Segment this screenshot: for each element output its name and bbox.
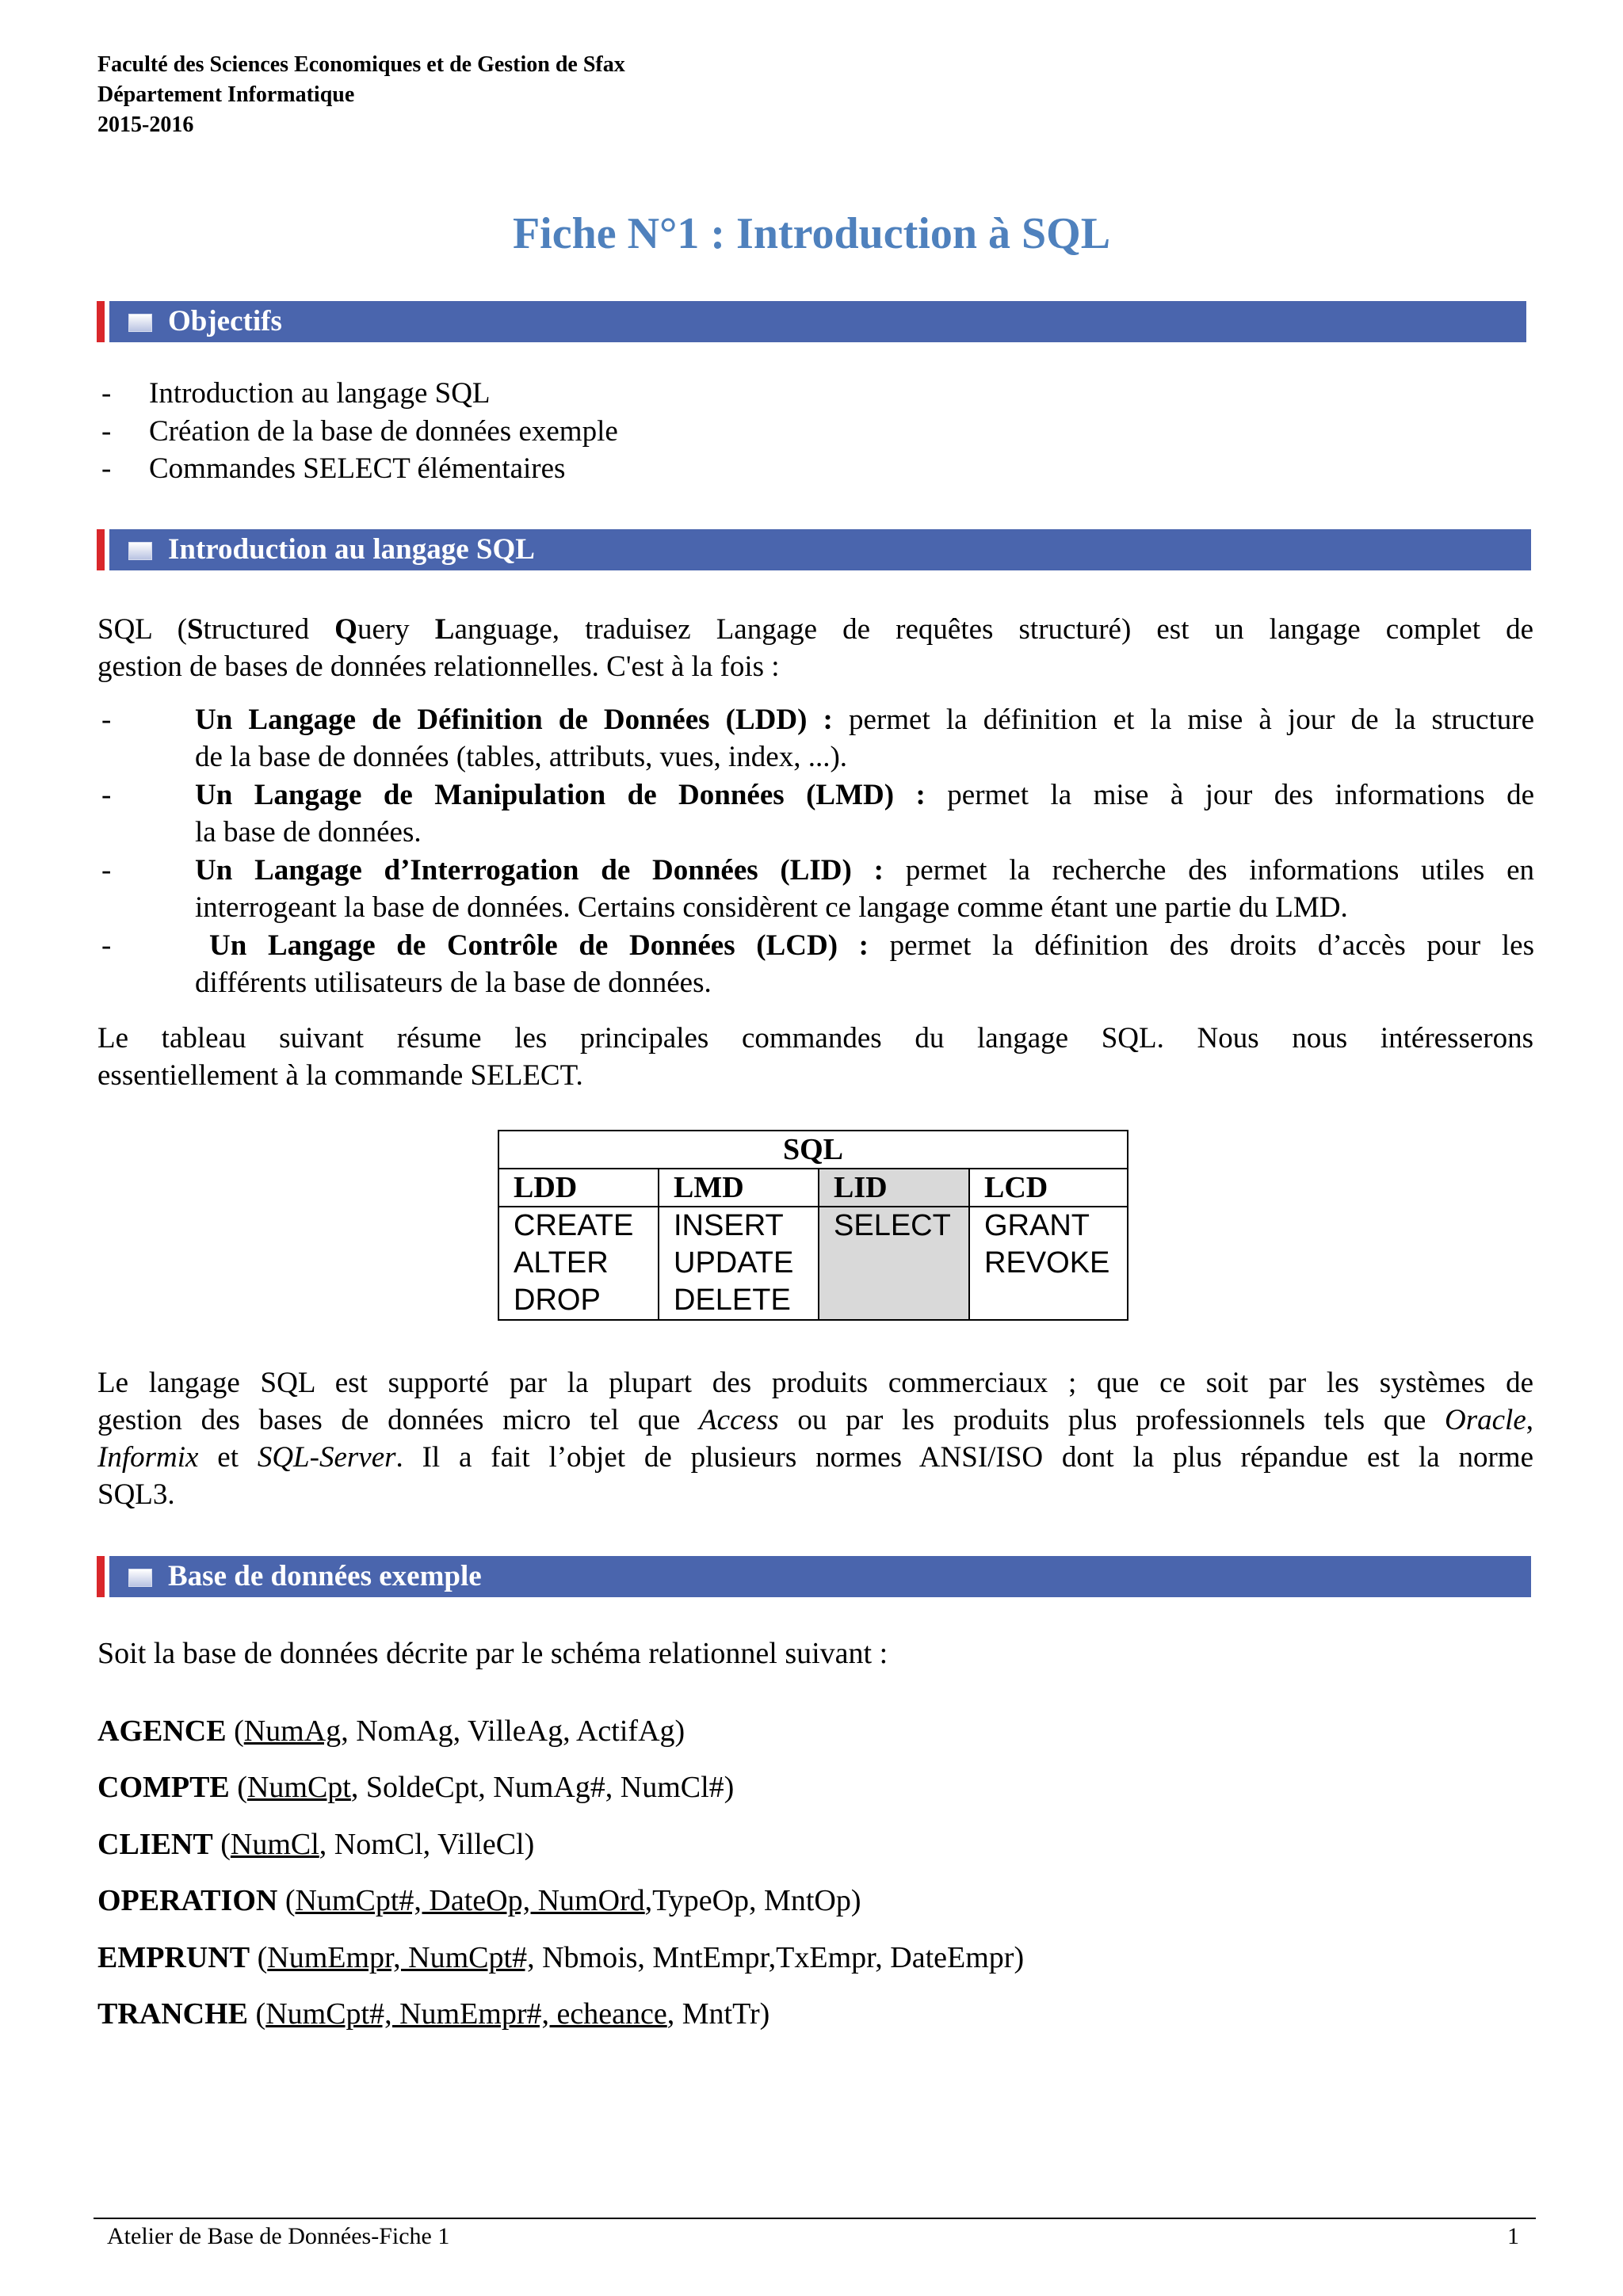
text: ou par les produits plus professionnels tels que: [778, 1404, 1445, 1436]
paragraph-line: Le langage SQL est supporté par la plupart des produits commerciaux ; que ce soit par les systèmes de: [97, 1367, 1533, 1399]
table-title: SQL: [498, 1131, 1128, 1169]
objective-item: Création de la base de données exemple: [149, 415, 618, 448]
acronym-letter: Q: [334, 613, 357, 646]
command: SELECT: [834, 1209, 951, 1242]
footer-rule: [94, 2218, 1536, 2219]
paragraph-line: [97, 1402, 1533, 1439]
header-ldd: LDD: [498, 1169, 659, 1207]
header-lcd: LCD: [969, 1169, 1128, 1207]
primary-key: NumCl: [230, 1828, 319, 1861]
paragraph-line: essentiellement à la commande SELECT.: [97, 1059, 583, 1092]
primary-key: NumCpt#, NumEmpr#, echeance: [265, 1997, 667, 2031]
bullet-line: [195, 701, 1534, 738]
primary-key: NumCpt: [246, 1771, 351, 1804]
bullet-line: de la base de données (tables, attributs, vues, index, ...).: [195, 741, 848, 773]
bullet-lcd-cont: [195, 964, 1534, 1001]
bullet-line: la base de données.: [195, 816, 422, 849]
command: UPDATE: [674, 1246, 794, 1280]
attributes: Nbmois, MntEmpr,TxEmpr, DateEmpr): [534, 1941, 1025, 1974]
square-bullet-icon: [128, 1569, 152, 1587]
product-name: SQL-Server: [257, 1441, 396, 1474]
text: gestion des bases de données micro tel que: [97, 1404, 699, 1436]
relation-tranche: [97, 1995, 769, 2033]
dash-bullet: -: [101, 929, 112, 962]
sql-commands-table: [498, 1130, 1128, 1321]
dash-bullet: -: [101, 779, 112, 811]
faculty-name: Faculté des Sciences Economiques et de Gestion de Sfax: [97, 52, 625, 77]
product-name: Informix: [97, 1441, 199, 1474]
header-lmd: LMD: [659, 1169, 819, 1207]
section-accent: [97, 1556, 105, 1597]
section-gap: [105, 301, 109, 342]
bullet-ldd: [195, 701, 1534, 776]
cell-lcd: [969, 1207, 1128, 1320]
intro-paragraph: [97, 611, 1533, 685]
department-name: Département Informatique: [97, 82, 355, 107]
header-lid: LID: [819, 1169, 969, 1207]
text: (: [277, 1884, 296, 1917]
relation-name: AGENCE: [97, 1714, 227, 1748]
relation-name: CLIENT: [97, 1828, 213, 1861]
dash-bullet: -: [101, 452, 112, 485]
command: REVOKE: [984, 1246, 1110, 1280]
primary-key: NumCpt#, DateOp, NumOrd: [295, 1884, 645, 1917]
paragraph-line: gestion de bases de données relationnelles. C'est à la fois :: [97, 650, 780, 683]
bullet-line: interrogeant la base de données. Certains considèrent ce langage comme étant une partie du LMD.: [195, 891, 1348, 924]
attributes: ,TypeOp, MntOp): [644, 1884, 861, 1917]
attributes: , MntTr): [666, 1997, 770, 2031]
relation-name: COMPTE: [97, 1771, 230, 1804]
text: anguage, traduisez Langage de requêtes structuré) est un langage complet de: [454, 613, 1533, 646]
command: DELETE: [674, 1283, 791, 1317]
footer-title: Atelier de Base de Données-Fiche 1: [107, 2223, 450, 2249]
relation-name: OPERATION: [97, 1884, 278, 1917]
section-accent: [97, 301, 105, 342]
section-gap: [105, 1556, 109, 1597]
cell-lmd: [659, 1207, 819, 1320]
paragraph-line: [97, 611, 1533, 648]
bullet-line: [195, 852, 1534, 889]
page-number: 1: [1507, 2223, 1519, 2249]
command: GRANT: [984, 1209, 1090, 1242]
schema-intro: Soit la base de données décrite par le schéma relationnel suivant :: [97, 1637, 888, 1670]
attributes: , NomCl, VilleCl): [319, 1828, 535, 1861]
page-title: Fiche N°1 : Introduction à SQL: [512, 209, 1111, 258]
square-bullet-icon: [128, 542, 152, 560]
paragraph-line: Le tableau suivant résume les principales commandes du langage SQL. Nous nous intéresserons: [97, 1022, 1533, 1055]
table-header-row: [498, 1169, 1128, 1207]
text: permet la définition et la mise à jour de la structure: [832, 704, 1535, 736]
relation-operation: [97, 1882, 861, 1920]
text: (: [250, 1941, 268, 1974]
text: permet la définition des droits d’accès pour les: [869, 929, 1534, 962]
square-bullet-icon: [128, 314, 152, 332]
support-paragraph: [97, 1364, 1533, 1513]
section-bar-base: [97, 1556, 1531, 1597]
text: (: [229, 1771, 247, 1804]
objective-item: Commandes SELECT élémentaires: [149, 452, 566, 485]
bold-term: Un Langage d’Interrogation de Données (LID) :: [195, 854, 884, 887]
dash-bullet: -: [101, 415, 112, 448]
text: (: [212, 1828, 231, 1861]
paragraph-line: SQL3.: [97, 1478, 175, 1511]
text: . Il a fait l’objet de plusieurs normes ANSI/ISO dont la plus répandue est la norme: [395, 1441, 1533, 1474]
command: INSERT: [674, 1209, 784, 1242]
text: permet la recherche des informations utiles en: [883, 854, 1534, 887]
primary-key: NumEmpr, NumCpt#,: [267, 1941, 535, 1974]
section-gap: [105, 529, 109, 570]
attributes: , SoldeCpt, NumAg#, NumCl#): [350, 1771, 735, 1804]
bullet-lid: [195, 852, 1534, 926]
text: (: [248, 1997, 266, 2031]
cell-lid: [819, 1207, 969, 1320]
section-accent: [97, 529, 105, 570]
relation-compte: [97, 1768, 734, 1806]
text: SQL (: [97, 613, 187, 646]
acronym-letter: S: [186, 613, 204, 646]
section-title: Base de données exemple: [168, 1560, 482, 1592]
attributes: , NomAg, VilleAg, ActifAg): [341, 1714, 685, 1748]
section-title: Introduction au langage SQL: [168, 533, 535, 566]
text: (: [226, 1714, 244, 1748]
paragraph-line: [97, 1439, 1533, 1476]
relation-name: TRANCHE: [97, 1997, 249, 2031]
text: ,: [1526, 1404, 1533, 1436]
bold-term: Un Langage de Définition de Données (LDD) :: [195, 704, 833, 736]
text: tructured: [203, 613, 335, 646]
product-name: Access: [698, 1404, 779, 1436]
bullet-lcd: [209, 927, 1534, 964]
table-intro-paragraph: [97, 1020, 1533, 1094]
command: DROP: [514, 1283, 601, 1317]
relation-emprunt: [97, 1939, 1024, 1977]
command: CREATE: [514, 1209, 634, 1242]
command: ALTER: [514, 1246, 609, 1280]
academic-year: 2015-2016: [97, 113, 194, 137]
bullet-line: différents utilisateurs de la base de données.: [195, 967, 712, 999]
relation-agence: [97, 1712, 685, 1750]
section-bar-introduction: [97, 529, 1531, 570]
bullet-lmd: [195, 776, 1534, 851]
dash-bullet: -: [101, 377, 112, 410]
bullet-line: [195, 776, 1534, 814]
relation-name: EMPRUNT: [97, 1941, 250, 1974]
bold-term: Un Langage de Manipulation de Données (LMD) :: [195, 779, 926, 811]
text: et: [198, 1441, 258, 1474]
dash-bullet: -: [101, 854, 112, 887]
text: uery: [357, 613, 435, 646]
bullet-line: [209, 927, 1534, 964]
table-body-row: [498, 1207, 1128, 1320]
cell-ldd: [498, 1207, 659, 1320]
dash-bullet: -: [101, 704, 112, 736]
relation-client: [97, 1825, 534, 1863]
text: permet la mise à jour des informations de: [925, 779, 1534, 811]
section-bar-objectifs: [97, 301, 1526, 342]
objective-item: Introduction au langage SQL: [149, 377, 491, 410]
section-title: Objectifs: [168, 305, 282, 338]
table-title-row: [498, 1131, 1128, 1169]
acronym-letter: L: [434, 613, 455, 646]
product-name: Oracle: [1445, 1404, 1526, 1436]
bold-term: Un Langage de Contrôle de Données (LCD) :: [209, 929, 869, 962]
primary-key: NumAg: [243, 1714, 342, 1748]
